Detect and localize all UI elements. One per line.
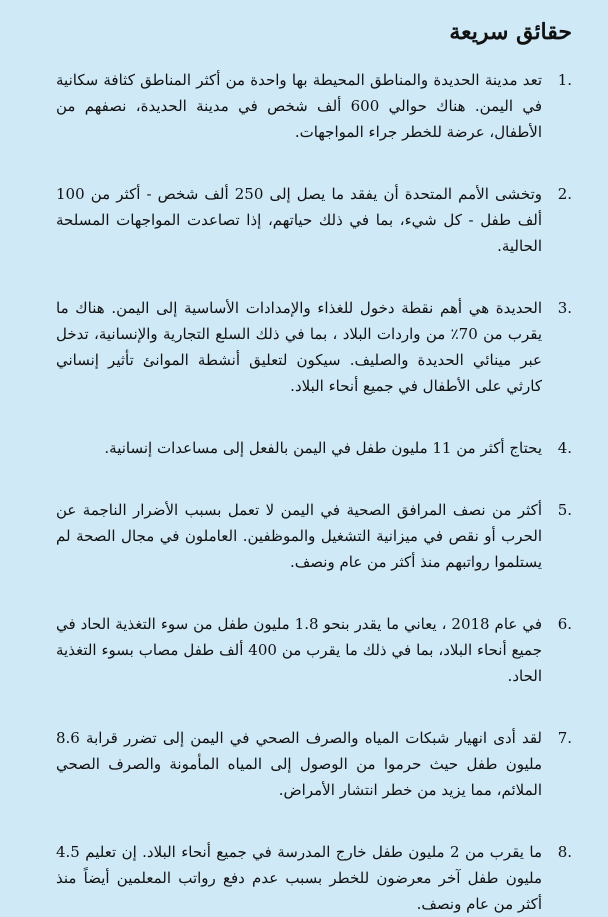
fact-text: وتخشى الأمم المتحدة أن يفقد ما يصل إلى 250 ألف شخص - أكثر من 100 ألف طفل - كل شيء، بما في ذلك حياتهم، إذا تصاعدت المواجهات المسلحة الحالية.: [56, 185, 542, 255]
fact-text: ما يقرب من 2 مليون طفل خارج المدرسة في جميع أنحاء البلاد. إن تعليم 4.5 مليون طفل آخر معرضون للخطر بسبب عدم دفع رواتب المعلمين أيضاً منذ أكثر من عام ونصف.: [56, 843, 542, 913]
fact-item-5: [56, 497, 572, 575]
fact-item-7: [56, 725, 572, 803]
fact-item-1: [56, 67, 572, 145]
fact-number: 1.: [557, 71, 572, 89]
fact-item-4: [56, 435, 572, 461]
fact-item-6: [56, 611, 572, 689]
fact-number: 3.: [557, 299, 572, 317]
fact-text: أكثر من نصف المرافق الصحية في اليمن لا تعمل بسبب الأضرار الناجمة عن الحرب أو نقص في ميزانية التشغيل والموظفين. العاملون في مجال الصحة لم يستلموا رواتبهم منذ أكثر من عام ونصف.: [56, 501, 542, 571]
facts-list: [56, 67, 572, 917]
fact-number: 4.: [557, 439, 572, 457]
fact-text: في عام 2018 ، يعاني ما يقدر بنحو 1.8 مليون طفل من سوء التغذية الحاد في جميع أنحاء البلاد، بما في ذلك ما يقرب من 400 ألف طفل مصاب بسوء التغذية الحاد.: [56, 615, 542, 685]
fact-item-8: [56, 839, 572, 917]
page-title: حقائق سريعة: [449, 19, 572, 45]
fact-text: الحديدة هي أهم نقطة دخول للغذاء والإمدادات الأساسية إلى اليمن. هناك ما يقرب من 70٪ من واردات البلاد ، بما في ذلك السلع التجارية والإنسانية، تدخل عبر مينائي الحديدة والصليف. سيكون لتعليق أنشطة الموانئ تأثير إنساني كارثي على الأطفال في جميع أنحاء البلاد.: [56, 299, 542, 395]
fact-text: تعد مدينة الحديدة والمناطق المحيطة بها واحدة من أكثر المناطق كثافة سكانية في اليمن. هناك حوالي 600 ألف شخص في مدينة الحديدة، نصفهم من الأطفال، عرضة للخطر جراء المواجهات.: [56, 71, 542, 141]
fact-number: 2.: [557, 185, 572, 203]
fact-number: 7.: [557, 729, 572, 747]
fact-number: 6.: [557, 615, 572, 633]
fact-item-2: [56, 181, 572, 259]
fact-item-3: [56, 295, 572, 399]
fact-text: يحتاج أكثر من 11 مليون طفل في اليمن بالفعل إلى مساعدات إنسانية.: [104, 439, 542, 457]
fact-number: 8.: [557, 843, 572, 861]
fact-number: 5.: [557, 501, 572, 519]
fact-text: لقد أدى انهيار شبكات المياه والصرف الصحي في اليمن إلى تضرر قرابة 8.6 مليون طفل حيث حرموا من الوصول إلى المياه المأمونة والصرف الصحي الملائم، مما يزيد من خطر انتشار الأمراض.: [56, 729, 542, 799]
